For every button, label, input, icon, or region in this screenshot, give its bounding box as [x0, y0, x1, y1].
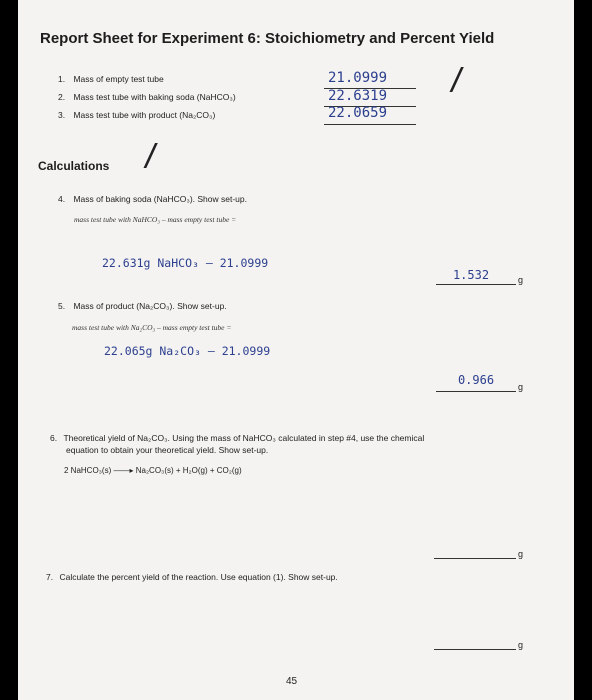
item-number: 3. [58, 110, 66, 120]
answer-line [436, 284, 516, 285]
step-4-handwritten-work: 22.631g NaHCO₃ – 21.0999 [102, 256, 269, 270]
step-4-formula: mass test tube with NaHCO₃ – mass empty test tube = [74, 215, 237, 224]
item-number: 4. [58, 194, 66, 204]
step-5-handwritten-work: 22.065g Na₂CO₃ – 21.0999 [104, 344, 271, 358]
step-5-answer: 0.966 [457, 373, 495, 387]
answer-line [434, 649, 516, 650]
item-number: 7. [46, 572, 54, 582]
item-number: 2. [58, 92, 66, 102]
answer-line [434, 558, 516, 559]
unit-label: g [518, 640, 524, 650]
measurement-label: Mass test tube with product (Na₂CO₃) [73, 110, 216, 120]
step-6-line-1: 6. Theoretical yield of Na₂CO₃. Using the mass of NaHCO₃ calculated in step #4, use the chemical [50, 433, 425, 443]
item-number: 6. [50, 433, 58, 443]
page-title: Report Sheet for Experiment 6: Stoichiometry and Percent Yield [40, 30, 495, 47]
answer-line [436, 391, 516, 392]
worksheet-page [18, 0, 574, 700]
measurement-3-value: 22.0659 [328, 105, 388, 121]
measurement-2-value: 22.6319 [328, 88, 388, 104]
answer-line [324, 124, 416, 125]
grader-check-mark: / [142, 138, 161, 173]
step-5-formula: mass test tube with Na₂CO₃ – mass empty test tube = [72, 323, 232, 332]
unit-label: g [518, 275, 524, 285]
unit-label: g [518, 549, 524, 559]
measurement-1 [58, 74, 164, 84]
measurement-1-value: 21.0999 [328, 70, 388, 86]
step-5-label: 5. Mass of product (Na₂CO₃). Show set-up. [58, 301, 227, 311]
step-7-label: 7. Calculate the percent yield of the reaction. Use equation (1). Show set-up. [46, 572, 338, 582]
grader-check-mark: / [448, 62, 467, 97]
step-4-answer: 1.532 [452, 268, 490, 282]
chemical-equation: 2 NaHCO₃(s) ——▸ Na₂CO₃(s) + H₂O(g) + CO₂(g) [64, 466, 242, 475]
measurement-label: Mass of empty test tube [73, 74, 164, 84]
item-number: 5. [58, 301, 66, 311]
step-6-line-2: equation to obtain your theoretical yield. Show set-up. [66, 445, 269, 455]
calculations-heading: Calculations [38, 159, 110, 173]
item-number: 1. [58, 74, 66, 84]
step-4-label: 4. Mass of baking soda (NaHCO₃). Show set-up. [58, 194, 248, 204]
measurement-3 [58, 110, 215, 120]
unit-label: g [518, 382, 524, 392]
page-number: 45 [286, 676, 298, 687]
measurement-label: Mass test tube with baking soda (NaHCO₃) [73, 92, 236, 102]
measurement-2 [58, 92, 236, 102]
